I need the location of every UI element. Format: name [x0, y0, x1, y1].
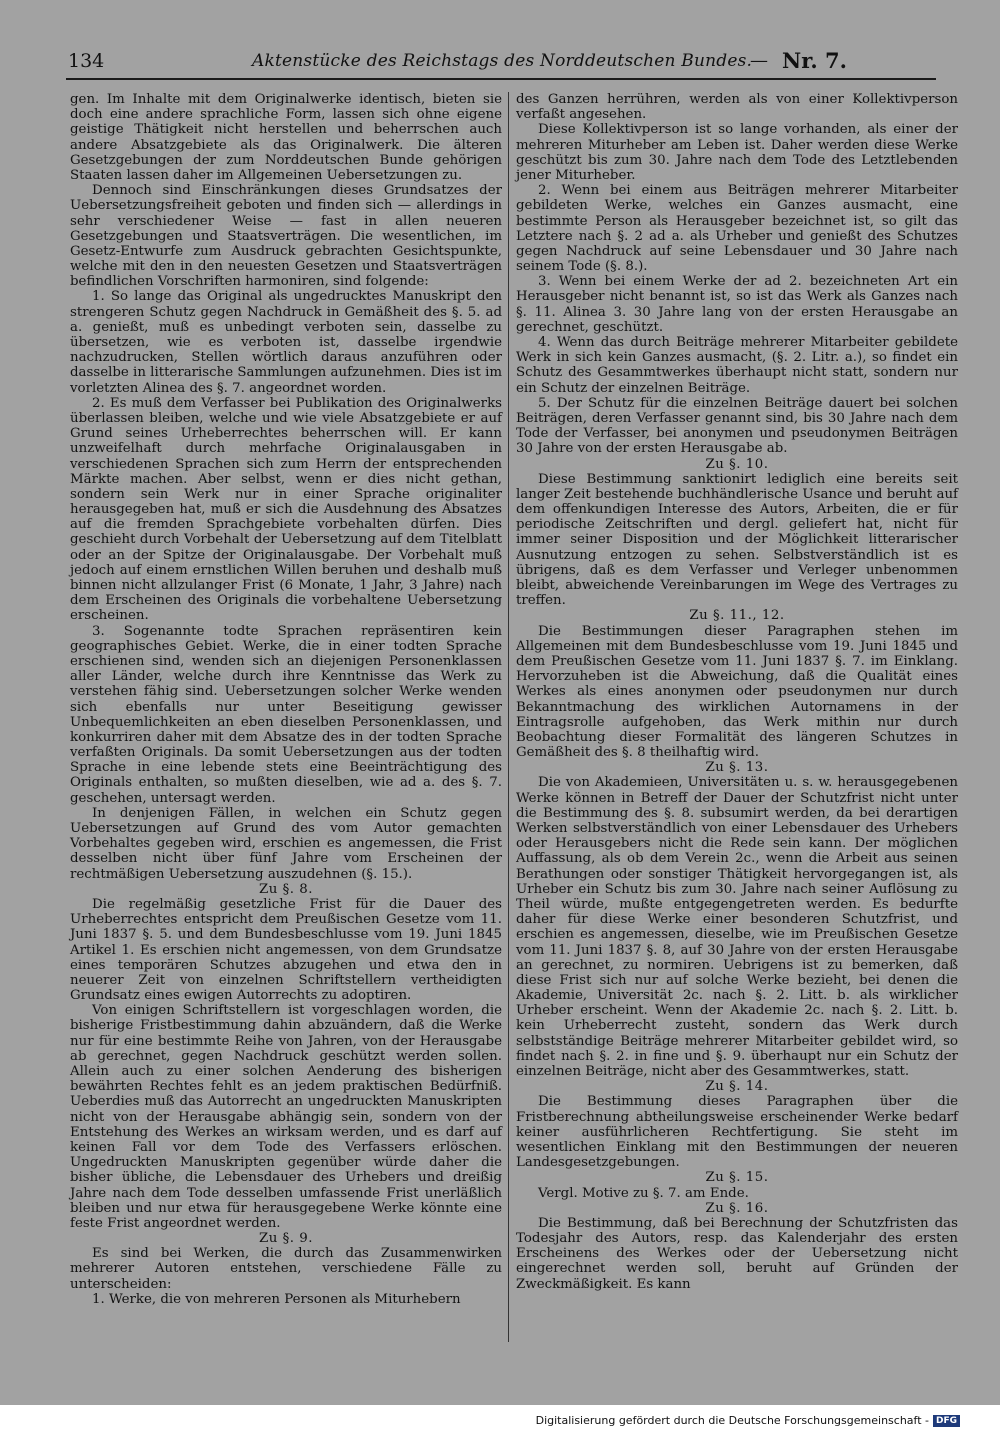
paragraph: 3. Sogenannte todte Sprachen repräsentiren kein geographisches Gebiet. Werke, die in einer todten Sprache erschienen sind, wenden sich an diejenigen Personenklassen aller Länder, welche durch ihre Kenntnisse das Werk zu verstehen fähig sind. Uebersetzungen solcher Werke wenden sich ebenfalls nur unter Beseitigung gewisser Unbequemlichkeiten an eben dieselben Personenklassen, und konkurriren daher mit dem Absatze des in der todten Sprache verfaßten Originals. Da somit Uebersetzungen aus der todten Sprache in eine lebende stets eine Beeinträchtigung des Originals enthalten, so mußten dieselben, wie ad a. des §. 7. geschehen, untersagt werden. [70, 623, 502, 806]
paragraph: gen. Im Inhalte mit dem Originalwerke identisch, bieten sie doch eine andere sprachliche Form, lassen sich ohne eigene geistige Thätigkeit nicht herstellen und beherrschen auch andere Absatzgebiete als das Originalwerk. Die älteren Gesetzgebungen der zum Norddeutschen Bunde gehörigen Staaten lassen daher im Allgemeinen Uebersetzungen zu. [70, 92, 502, 183]
footer-text: Digitalisierung gefördert durch die Deutsche Forschungsgemeinschaft - [535, 1414, 929, 1427]
page-header [66, 44, 936, 80]
paragraph: 2. Wenn bei einem aus Beiträgen mehrerer Mitarbeiter gebildeten Werke, welches ein Ganzes ausmacht, eine bestimmte Person als Herausgeber bezeichnet ist, so gilt das Letztere nach §. 2 ad a. als Urheber und genießt des Schutzes gegen Nachdruck auf seine Lebensdauer und 30 Jahre nach seinem Tode (§. 8.). [516, 183, 958, 275]
paragraph: 1. So lange das Original als ungedrucktes Manuskript den strengeren Schutz gegen Nachdruck in Gemäßheit des §. 5. ad a. genießt, muß es unbedingt verboten sein, dasselbe zu übersetzen, wie es verboten ist, dasselbe irgendwie nachzudrucken, Stellen wörtlich daraus anzuführen oder dasselbe in litterarische Sammlungen aufzunehmen. Dies ist im vorletzten Alinea des §. 7. angeordnet worden. [70, 289, 502, 396]
paragraph: Die von Akademieen, Universitäten u. s. w. herausgegebenen Werke können in Betreff der Dauer der Schutzfrist nicht unter die Bestimmung des §. 8. subsumirt werden, da bei derartigen Werken selbstverständlich von einer Lebensdauer des Urhebers oder Herausgebers nicht die Rede sein kann. Der möglichen Auffassung, als ob dem Verein 2c., wenn die Arbeit aus seinen Berathungen oder sonstiger Thätigkeit hervorgegangen ist, als Urheber ein Schutz bis zum 30. Jahre nach seiner Auflösung zu Theil würde, mußte entgegengetreten werden. Es bedurfte daher für diese Werke einer besonderen Schutzfrist, und erschien es angemessen, dieselbe, wie im Preußischen Gesetze vom 11. Juni 1837 §. 8, auf 30 Jahre von der ersten Herausgabe an gerechnet, zu normiren. Uebrigens ist zu bemerken, daß diese Frist sich nur auf solche Werke bezieht, bei denen die Akademie, Universität 2c. nach §. 2. Litt. b. als wirklicher Urheber erscheint. Wenn der Akademie 2c. nach §. 2. Litt. b. kein Urheberrecht zusteht, sondern das Werk durch selbstständige Beiträge mehrerer Mitarbeiter gebildet wird, so findet nach §. 2. in fine und §. 9. überhaupt nur ein Schutz der einzelnen Beiträge, nicht aber des Gesammtwerkes, statt. [516, 775, 958, 1079]
paragraph: 4. Wenn das durch Beiträge mehrerer Mitarbeiter gebildete Werk in sich kein Ganzes ausmacht, (§. 2. Litr. a.), so findet ein Schutz des Gesammtwerkes überhaupt nicht statt, sondern nur ein Schutz der einzelnen Beiträge. [516, 335, 958, 396]
paragraph: Die Bestimmung, daß bei Berechnung der Schutzfristen das Todesjahr des Autors, resp. das Kalenderjahr des ersten Erscheinens des Werkes oder der Uebersetzung nicht eingerechnet werden soll, beruht auf Gründen der Zweckmäßigkeit. Es kann [516, 1215, 958, 1292]
paragraph: des Ganzen herrühren, werden als von einer Kollektivperson verfaßt angesehen. [516, 92, 958, 123]
left-column [70, 92, 502, 1307]
section-heading: Zu §. 13. [705, 760, 769, 776]
paragraph: Vergl. Motive zu §. 7. am Ende. [538, 1185, 749, 1201]
paragraph: Diese Kollektivperson ist so lange vorhanden, als einer der mehreren Miturheber am Leben ist. Daher werden diese Werke geschützt bis zum 30. Jahre nach dem Tode des Letztlebenden jener Miturheber. [516, 122, 958, 183]
paragraph: Dennoch sind Einschränkungen dieses Grundsatzes der Uebersetzungsfreiheit geboten und finden sich — allerdings in sehr verschiedener Weise — fast in allen neueren Gesetzgebungen und Staatsverträgen. Die wesentlichen, im Gesetz-Entwurfe zum Ausdruck gebrachten Gesichtspunkte, welche mit den in den neuesten Gesetzen und Staatsverträgen befindlichen Vorschriften harmoniren, sind folgende: [70, 183, 502, 290]
paragraph: Die Bestimmung dieses Paragraphen über die Fristberechnung abtheilungsweise erscheinender Werke bedarf keiner ausführlicheren Rechtfertigung. Sie steht im wesentlichen Einklang mit den Bestimmungen der neueren Landesgesetzgebungen. [516, 1094, 958, 1171]
section-heading: Zu §. 15. [705, 1170, 769, 1186]
page-number: 134 [68, 50, 105, 72]
running-title: Aktenstücke des Reichstags des Norddeutschen Bundes. [252, 51, 753, 71]
paragraph: 5. Der Schutz für die einzelnen Beiträge dauert bei solchen Beiträgen, deren Verfasser genannt sind, bis 30 Jahre nach dem Tode der Verfasser, bei anonymen und pseudonymen Beiträgen 30 Jahre von der ersten Herausgabe ab. [516, 395, 958, 457]
section-heading: Zu §. 11., 12. [689, 608, 785, 624]
paragraph: Von einigen Schriftstellern ist vorgeschlagen worden, die bisherige Fristbestimmung dahin abzuändern, daß die Werke nur für eine bestimmte Reihe von Jahren, von der Herausgabe ab gerechnet, gegen Nachdruck geschützt werden sollen. Allein auch zu einer solchen Aenderung des bisherigen bewährten Rechtes fehlt es an jedem praktischen Bedürfniß. Ueberdies muß das Autorrecht an ungedruckten Manuskripten nicht von der Herausgabe abhängig sein, sondern von der Entstehung des Werkes an wirksam werden, und es darf auf keinen Fall vor dem Tode des Verfassers erlöschen. Ungedruckten Manuskripten gegenüber würde daher die bisher übliche, die Lebensdauer des Urhebers und dreißig Jahre nach dem Tode desselben umfassende Frist unerläßlich bleiben und nur etwa für herausgegebene Werke könnte eine feste Frist angeordnet werden. [70, 1003, 502, 1231]
document-number: Nr. 7. [782, 48, 847, 73]
dfg-logo: DFG [933, 1415, 960, 1427]
digitization-footer [536, 1414, 960, 1427]
section-heading: Zu §. 8. [259, 881, 313, 897]
section-heading: Zu §. 16. [705, 1200, 769, 1216]
paragraph: Die Bestimmungen dieser Paragraphen stehen im Allgemeinen mit dem Bundesbeschlusse vom 19. Juni 1845 und dem Preußischen Gesetze vom 11. Juni 1837 §. 7. im Einklang. Hervorzuheben ist die Abweichung, daß die Qualität eines Werkes als eines anonymen oder pseudonymen nur durch Bekanntmachung des wirklichen Autornamens in der Eintragsrolle aufgehoben, das Werk mithin nur durch Beobachtung dieser Formalität des längeren Schutzes in Gemäßheit des §. 8 theilhaftig wird. [516, 623, 958, 761]
section-heading: Zu §. 14. [705, 1079, 769, 1095]
paragraph: In denjenigen Fällen, in welchen ein Schutz gegen Uebersetzungen auf Grund des vom Autor gemachten Vorbehaltes gegeben wird, erschien es angemessen, die Frist desselben nicht über fünf Jahre vom Erscheinen der rechtmäßigen Uebersetzung auszudehnen (§. 15.). [70, 805, 502, 882]
paragraph: 3. Wenn bei einem Werke der ad 2. bezeichneten Art ein Herausgeber nicht benannt ist, so ist das Werk als Ganzes nach §. 11. Alinea 3. 30 Jahre lang von der ersten Herausgabe an gerechnet, geschützt. [516, 274, 958, 335]
section-heading: Zu §. 10. [705, 456, 769, 472]
paragraph: Die regelmäßig gesetzliche Frist für die Dauer des Urheberrechtes entspricht dem Preußischen Gesetze vom 11. Juni 1837 §. 5. und dem Bundesbeschlusse vom 19. Juni 1845 Artikel 1. Es erschien nicht angemessen, von dem Grundsatze eines temporären Schutzes abzugehen und etwa den in neuerer Zeit von einzelnen Schriftstellern vertheidigten Grundsatz eines ewigen Autorrechts zu adoptiren. [70, 896, 502, 1004]
right-column [516, 92, 958, 1292]
section-heading: Zu §. 9. [259, 1231, 313, 1247]
header-dash: — [750, 50, 768, 71]
paragraph: Diese Bestimmung sanktionirt lediglich eine bereits seit langer Zeit bestehende buchhändlerische Usance und beruht auf dem offenkundigen Interesse des Autors, Arbeiten, die er für periodische Zeitschriften und dergl. geliefert hat, nicht für immer seiner Disposition und der Möglichkeit litterarischer Ausnutzung entzogen zu sehen. Selbstverständlich ist es übrigens, daß es dem Verfasser und Verleger unbenommen bleibt, abweichende Vereinbarungen im Wege des Vertrages zu treffen. [516, 471, 958, 609]
paragraph: Es sind bei Werken, die durch das Zusammenwirken mehrerer Autoren entstehen, verschiedene Fälle zu unterscheiden: [70, 1246, 502, 1292]
paragraph: 1. Werke, die von mehreren Personen als Miturhebern [92, 1291, 461, 1307]
column-divider [508, 92, 509, 1342]
paragraph: 2. Es muß dem Verfasser bei Publikation des Originalwerks überlassen bleiben, welche und wie viele Absatzgebiete er auf Grund seines Urheberrechtes beherrschen will. Er kann unzweifelhaft durch mehrfache Originalausgaben in verschiedenen Sprachen sich zum Herrn der entsprechenden Märkte machen. Aber selbst, wenn er dies nicht gethan, sondern sein Werk nur in einer Sprache originaliter herausgegeben hat, muß er sich die Ausdehnung des Absatzes auf die fremden Sprachgebiete vorbehalten dürfen. Dies geschieht durch Vorbehalt der Uebersetzung auf dem Titelblatt oder an der Spitze der Originalausgabe. Der Vorbehalt muß jedoch auf einem ernstlichen Willen beruhen und deshalb muß binnen nicht allzulanger Frist (6 Monate, 1 Jahr, 3 Jahre) nach dem Erscheinen des Originals die vorbehaltene Uebersetzung erscheinen. [70, 395, 502, 624]
